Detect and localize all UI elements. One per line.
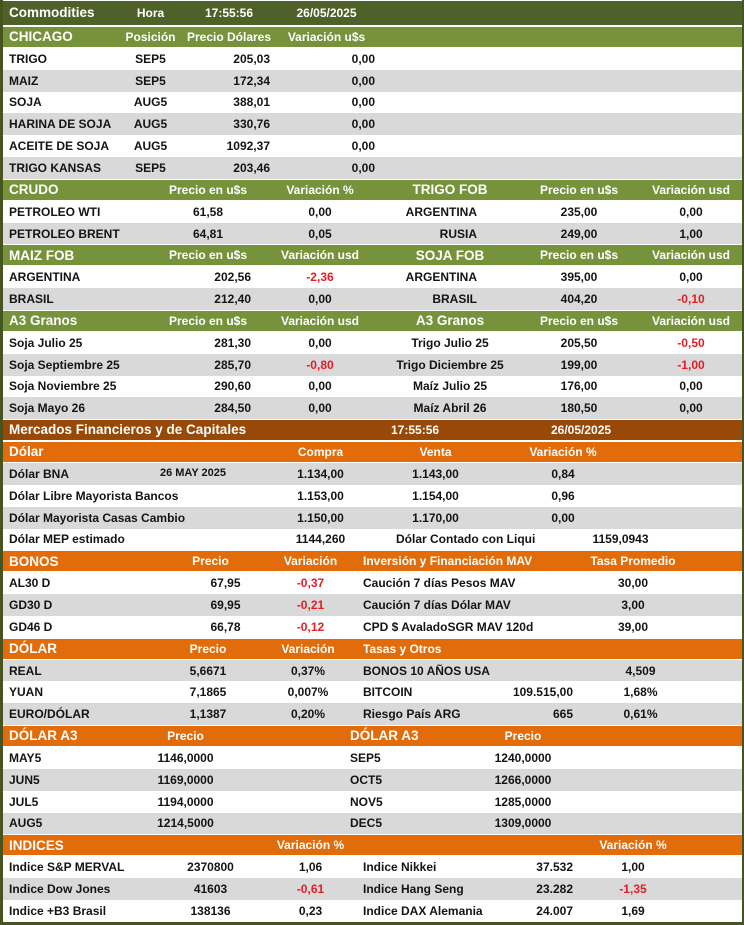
cell-value[interactable]: 1266,0000 [494, 772, 552, 787]
cell-value[interactable]: 180,50 [560, 401, 598, 416]
column-header[interactable]: 17:55:56 [391, 423, 440, 438]
section-header-row [3, 550, 742, 572]
table-row [3, 223, 742, 245]
cell-value[interactable]: 1,1387 [189, 707, 227, 722]
section-title[interactable]: CHICAGO [9, 29, 73, 45]
cell-value[interactable]: 330,76 [233, 117, 270, 132]
cell-value[interactable]: 0,007% [287, 685, 329, 700]
row-label[interactable]: AL30 D [9, 576, 51, 591]
cell-value[interactable]: Caución 7 días Pesos MAV [363, 576, 516, 591]
cell-value[interactable]: 212,40 [214, 292, 251, 307]
column-header[interactable]: Variación usd [280, 248, 360, 263]
cell-value[interactable]: 0,05 [308, 226, 332, 241]
column-header[interactable]: 17:55:56 [204, 6, 254, 20]
cell-value[interactable]: 281,30 [214, 335, 251, 350]
column-header[interactable]: Precio en u$s [168, 248, 248, 263]
cell-value[interactable]: 1,68% [623, 685, 658, 700]
row-label[interactable]: TRIGO [9, 51, 47, 66]
cell-value[interactable]: 41603 [193, 881, 228, 896]
cell-value[interactable]: 1159,0943 [592, 532, 649, 547]
cell-value[interactable]: SEP5 [135, 161, 166, 175]
cell-value[interactable]: 37.532 [536, 860, 573, 875]
cell-value[interactable]: -0,12 [296, 619, 325, 634]
table-row [3, 616, 742, 638]
column-header[interactable]: Precio [504, 729, 542, 744]
table-row [3, 288, 742, 310]
cell-value[interactable]: 199,00 [560, 357, 598, 372]
cell-value[interactable]: 0,00 [679, 270, 703, 285]
section-title[interactable]: DÓLAR [9, 640, 57, 656]
cell-value[interactable]: 172,34 [233, 73, 270, 88]
row-label[interactable]: Indice +B3 Brasil [9, 903, 107, 918]
cell-value[interactable]: 1144,260 [295, 532, 346, 547]
table-row [3, 48, 742, 70]
cell-value[interactable]: 0,00 [308, 335, 332, 350]
column-header[interactable]: TRIGO FOB [412, 182, 488, 198]
cell-value[interactable]: 1.170,00 [412, 510, 459, 525]
table-row [3, 463, 742, 485]
table-row [3, 681, 742, 703]
table-row [3, 201, 742, 223]
column-header[interactable]: SOJA FOB [415, 247, 485, 263]
row-label[interactable]: SOJA [9, 95, 42, 110]
cell-value[interactable]: 285,70 [214, 357, 251, 372]
column-header[interactable]: Variación usd [651, 182, 731, 197]
row-label[interactable]: JUL5 [9, 794, 39, 809]
table-row [3, 703, 742, 725]
table-row [3, 572, 742, 594]
cell-value[interactable]: -1,35 [619, 881, 647, 896]
cell-value[interactable]: 205,50 [560, 335, 598, 350]
cell-value[interactable]: BITCOIN [363, 685, 413, 700]
cell-value[interactable]: Dólar Contado con Liqui [396, 532, 536, 547]
cell-value[interactable]: 0,00 [679, 204, 703, 219]
table-row [3, 157, 742, 179]
table-row [3, 135, 742, 157]
column-header[interactable]: Variación [283, 554, 338, 569]
row-label[interactable]: Indice S&P MERVAL [9, 860, 125, 875]
cell-value[interactable]: 1194,0000 [157, 794, 214, 809]
cell-value[interactable]: 0,00 [551, 510, 575, 525]
cell-value[interactable]: 665 [552, 707, 573, 722]
table-row [3, 485, 742, 507]
cell-value[interactable]: 39,00 [617, 619, 649, 634]
section-title[interactable]: INDICES [9, 837, 64, 853]
cell-value[interactable]: SEP5 [135, 51, 166, 66]
column-header[interactable]: DÓLAR A3 [350, 728, 419, 744]
row-label[interactable]: PETROLEO WTI [9, 204, 101, 219]
row-label[interactable]: PETROLEO BRENT [9, 226, 120, 241]
cell-value[interactable]: 0,20% [290, 707, 326, 722]
table-row [3, 900, 742, 922]
cell-value[interactable]: AUG5 [133, 139, 168, 154]
table-row [3, 113, 742, 135]
column-header[interactable]: 26/05/2025 [551, 423, 612, 438]
row-label[interactable]: Dólar BNA [9, 466, 70, 481]
cell-value[interactable]: -0,61 [296, 881, 325, 896]
cell-value[interactable]: 0,00 [351, 51, 375, 66]
cell-value[interactable]: ARGENTINA [405, 270, 477, 285]
cell-value[interactable]: 1092,37 [226, 139, 270, 154]
table-row [3, 747, 742, 769]
cell-value[interactable]: 4,509 [625, 663, 656, 678]
cell-value[interactable]: 1,00 [621, 860, 645, 875]
cell-value[interactable]: 395,00 [560, 270, 598, 285]
cell-value[interactable]: Riesgo País ARG [363, 707, 461, 722]
cell-value[interactable]: 249,00 [560, 226, 598, 241]
table-row [3, 92, 742, 114]
cell-value[interactable]: BONOS 10 AÑOS USA [363, 663, 490, 678]
section-title[interactable]: A3 Granos [9, 313, 78, 329]
column-header[interactable]: Tasas y Otros [363, 641, 442, 656]
cell-value[interactable]: 0,61% [623, 707, 658, 722]
row-label[interactable]: YUAN [9, 685, 44, 700]
section-title[interactable]: CRUDO [9, 182, 59, 198]
cell-value[interactable]: 0,00 [679, 379, 703, 394]
row-label[interactable]: Soja Septiembre 25 [9, 357, 120, 372]
section-title[interactable]: DÓLAR A3 [9, 728, 78, 744]
cell-value[interactable]: Caución 7 días Dólar MAV [363, 597, 511, 612]
cell-value[interactable]: 26 MAY 2025 [159, 467, 227, 480]
column-header[interactable]: Precio en u$s [539, 313, 619, 328]
cell-value[interactable]: 0,00 [351, 117, 375, 132]
cell-value[interactable]: 24.007 [536, 903, 573, 918]
column-header[interactable]: Precio [189, 641, 227, 656]
section-title[interactable]: Dólar [9, 444, 44, 460]
column-header[interactable]: Precio en u$s [168, 313, 248, 328]
column-header[interactable]: Tasa Promedio [590, 554, 676, 569]
row-label[interactable]: Dólar MEP estimado [9, 532, 125, 547]
row-label[interactable]: Soja Mayo 26 [9, 401, 86, 416]
section-title[interactable]: BONOS [9, 553, 59, 569]
cell-value[interactable]: 205,03 [233, 51, 270, 66]
cell-value[interactable]: 0,00 [351, 73, 375, 88]
section-header-row [3, 725, 742, 747]
cell-value[interactable]: 2370800 [187, 860, 234, 875]
column-header[interactable]: Variación usd [651, 248, 731, 263]
cell-value[interactable]: 1.154,00 [412, 488, 459, 503]
cell-value[interactable]: 61,58 [192, 204, 224, 219]
cell-value[interactable]: Trigo Julio 25 [411, 335, 489, 350]
cell-value[interactable]: 0,00 [308, 292, 332, 307]
cell-value[interactable]: -0,37 [296, 576, 325, 591]
column-header[interactable]: Precio en u$s [539, 182, 619, 197]
row-label[interactable]: JUN5 [9, 772, 40, 787]
row-label[interactable]: HARINA DE SOJA [9, 117, 112, 132]
column-header[interactable]: Precio en u$s [168, 182, 248, 197]
cell-value[interactable]: 0,84 [551, 466, 575, 481]
cell-value[interactable]: 0,00 [308, 204, 332, 219]
table-row [3, 376, 742, 398]
cell-value[interactable]: 67,95 [210, 576, 241, 591]
table-row [3, 856, 742, 878]
cell-value[interactable]: -0,50 [677, 335, 705, 350]
cell-value[interactable]: 0,00 [351, 161, 375, 175]
section-header-row [3, 419, 742, 441]
section-header-row [3, 310, 742, 332]
cell-value[interactable]: 109.515,00 [512, 685, 573, 700]
section-header-row [3, 26, 742, 48]
column-header[interactable]: Precio [167, 729, 204, 744]
column-header[interactable]: Variación % [599, 838, 667, 853]
column-header[interactable]: Venta [419, 445, 452, 460]
cell-value[interactable]: -2,36 [306, 270, 334, 285]
table-row [3, 70, 742, 92]
cell-value[interactable]: 1214,5000 [157, 816, 214, 831]
column-header[interactable]: Variación [281, 641, 335, 656]
cell-value[interactable]: 1240,0000 [494, 750, 552, 765]
cell-value[interactable]: 0,00 [351, 95, 375, 110]
cell-value[interactable]: 404,20 [560, 292, 598, 307]
section-title[interactable]: Mercados Financieros y de Capitales [9, 422, 247, 438]
column-header[interactable]: Variación % [286, 182, 354, 197]
table-row [3, 813, 742, 835]
table-row [3, 594, 742, 616]
cell-value[interactable]: -0,21 [296, 597, 325, 612]
cell-value[interactable]: Trigo Diciembre 25 [396, 357, 504, 372]
cell-value[interactable]: 1,00 [679, 226, 703, 241]
cell-value[interactable]: 202,56 [214, 270, 251, 285]
cell-value[interactable]: 235,00 [560, 204, 598, 219]
section-title[interactable]: Commodities [9, 5, 95, 21]
cell-value[interactable]: 203,46 [233, 161, 270, 175]
cell-value[interactable]: Maíz Julio 25 [412, 379, 488, 394]
column-header[interactable]: Precio en u$s [539, 248, 619, 263]
section-header-row [3, 441, 742, 463]
column-header[interactable]: Precio [192, 554, 229, 569]
cell-value[interactable]: 1.150,00 [297, 510, 344, 525]
cell-value[interactable]: 1309,0000 [494, 816, 552, 831]
cell-value[interactable]: 284,50 [214, 401, 251, 416]
cell-value[interactable]: 1146,0000 [157, 750, 214, 765]
table-row [3, 529, 742, 551]
cell-value[interactable]: 1.143,00 [412, 466, 459, 481]
table-row [3, 791, 742, 813]
section-header-row [3, 834, 742, 856]
row-label[interactable]: Soja Noviembre 25 [9, 379, 117, 394]
cell-value[interactable]: 66,78 [210, 619, 241, 634]
cell-value[interactable]: ARGENTINA [405, 204, 477, 219]
cell-value[interactable]: 3,00 [621, 597, 645, 612]
row-label[interactable]: TRIGO KANSAS [9, 161, 102, 175]
section-header-row [3, 179, 742, 201]
column-header[interactable]: Posición [125, 29, 176, 44]
column-header[interactable]: Hora [136, 6, 165, 20]
cell-value[interactable]: DEC5 [350, 816, 383, 831]
cell-value[interactable]: 1169,0000 [157, 772, 214, 787]
row-label[interactable]: Dólar Mayorista Casas Cambio [9, 510, 186, 525]
cell-value[interactable]: 0,23 [298, 903, 323, 918]
cell-value[interactable]: 69,95 [210, 597, 241, 612]
column-header[interactable]: Variación u$s [287, 29, 366, 44]
cell-value[interactable]: 0,96 [551, 488, 575, 503]
cell-value[interactable]: 176,00 [560, 379, 598, 394]
cell-value[interactable]: Indice Nikkei [363, 860, 437, 875]
column-header[interactable]: Variación usd [280, 313, 360, 328]
cell-value[interactable]: 138136 [190, 903, 231, 918]
cell-value[interactable]: OCT5 [350, 772, 383, 787]
cell-value[interactable]: 1.153,00 [297, 488, 344, 503]
column-header[interactable]: Variación % [276, 838, 345, 853]
cell-value[interactable]: -0,10 [677, 292, 705, 307]
table-row [3, 507, 742, 529]
table-row [3, 332, 742, 354]
row-label[interactable]: BRASIL [9, 292, 54, 307]
cell-value[interactable]: 30,00 [617, 576, 649, 591]
column-header[interactable]: Compra [297, 445, 344, 460]
cell-value[interactable]: 290,60 [214, 379, 251, 394]
row-label[interactable]: AUG5 [9, 816, 43, 831]
table-row [3, 878, 742, 900]
row-label[interactable]: GD30 D [9, 597, 53, 612]
cell-value[interactable]: 1285,0000 [494, 794, 552, 809]
cell-value[interactable]: 7,1865 [189, 685, 227, 700]
row-label[interactable]: GD46 D [9, 619, 53, 634]
cell-value[interactable]: 1.134,00 [297, 466, 344, 481]
cell-value[interactable]: 1,69 [621, 903, 645, 918]
column-header[interactable]: Variación % [529, 445, 597, 460]
cell-value[interactable]: 0,00 [351, 139, 375, 154]
cell-value[interactable]: 0,00 [679, 401, 703, 416]
cell-value[interactable]: -0,80 [306, 357, 334, 372]
cell-value[interactable]: AUG5 [133, 117, 168, 132]
table-row [3, 266, 742, 288]
column-header[interactable]: Inversión y Financiación MAV [363, 554, 533, 569]
table-row [3, 769, 742, 791]
cell-value[interactable]: Indice DAX Alemania [363, 903, 483, 918]
cell-value[interactable]: NOV5 [350, 794, 383, 809]
cell-value[interactable]: Maíz Abril 26 [413, 401, 487, 416]
table-row [3, 397, 742, 419]
cell-value[interactable]: 5,6671 [189, 663, 227, 678]
table-row [3, 354, 742, 376]
cell-value[interactable]: 0,00 [308, 401, 332, 416]
row-label[interactable]: ARGENTINA [9, 270, 81, 285]
row-label[interactable]: REAL [9, 663, 42, 678]
column-header[interactable]: Variación usd [651, 313, 731, 328]
cell-value[interactable]: AUG5 [133, 95, 168, 110]
row-label[interactable]: MAY5 [9, 750, 42, 765]
section-title[interactable]: MAIZ FOB [9, 247, 75, 263]
cell-value[interactable]: CPD $ AvaladoSGR MAV 120d [363, 619, 534, 634]
row-label[interactable]: MAIZ [9, 73, 39, 88]
cell-value[interactable]: SEP5 [350, 750, 381, 765]
section-header-row [3, 638, 742, 660]
column-header[interactable]: A3 Granos [415, 313, 485, 329]
row-label[interactable]: EURO/DÓLAR [9, 707, 90, 722]
column-header[interactable]: Precio Dólares [186, 29, 272, 44]
row-label[interactable]: Dólar Libre Mayorista Bancos [9, 488, 179, 503]
row-label[interactable]: Soja Julio 25 [9, 335, 83, 350]
cell-value[interactable]: RUSIA [439, 226, 477, 241]
table-row [3, 660, 742, 682]
cell-value[interactable]: BRASIL [432, 292, 477, 307]
cell-value[interactable]: 1,06 [298, 860, 323, 875]
cell-value[interactable]: 23.282 [536, 881, 573, 896]
cell-value[interactable]: 0,00 [308, 379, 332, 394]
row-label[interactable]: Indice Dow Jones [9, 881, 111, 896]
cell-value[interactable]: Indice Hang Seng [363, 881, 464, 896]
cell-value[interactable]: 0,37% [290, 663, 326, 678]
column-header[interactable]: 26/05/2025 [296, 6, 357, 20]
cell-value[interactable]: 64,81 [192, 226, 224, 241]
section-header-row [3, 244, 742, 266]
row-label[interactable]: ACEITE DE SOJA [9, 139, 110, 154]
cell-value[interactable]: 388,01 [233, 95, 270, 110]
cell-value[interactable]: -1,00 [677, 357, 705, 372]
section-header-row [3, 0, 742, 26]
cell-value[interactable]: SEP5 [135, 73, 166, 88]
